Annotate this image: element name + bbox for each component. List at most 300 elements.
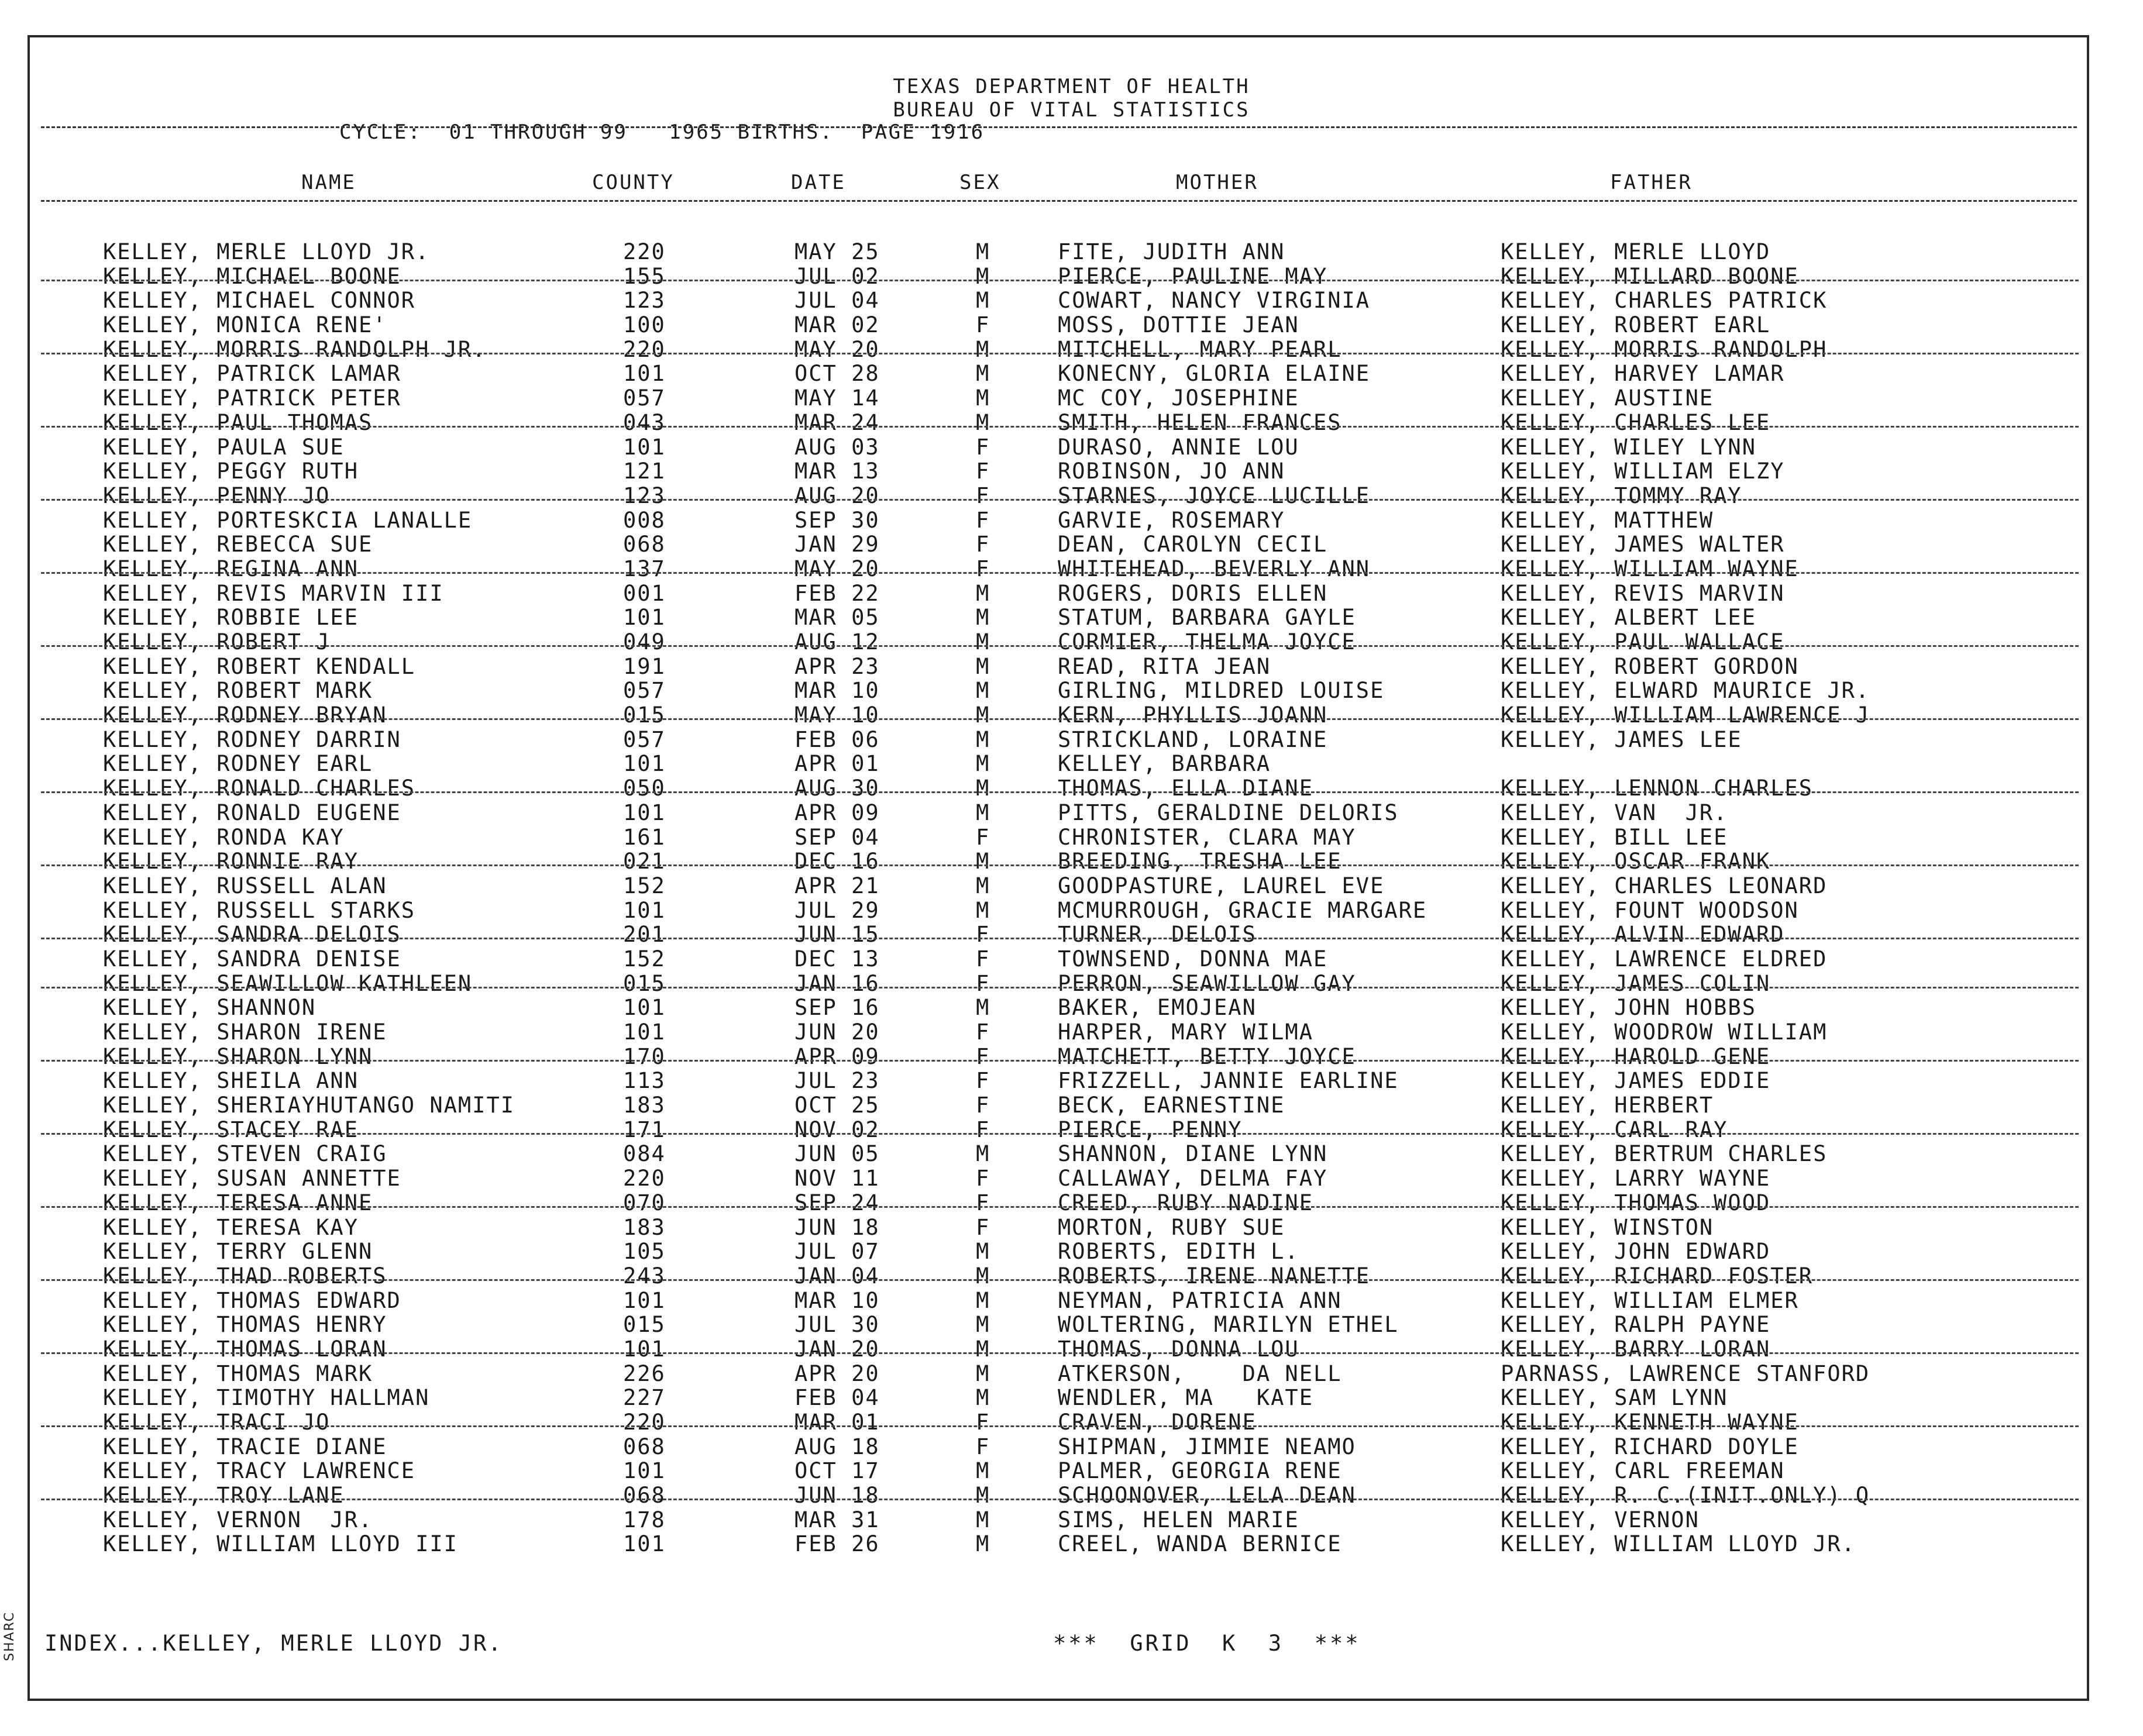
cell-name: KELLEY, SHARON IRENE [103, 1019, 387, 1045]
cell-name: KELLEY, TERESA KAY [103, 1214, 359, 1240]
table-row [0, 1069, 2143, 1093]
table-row [0, 728, 2143, 752]
cell-sex: F [976, 1117, 990, 1142]
cell-date: APR 21 [794, 873, 880, 898]
cell-name: KELLEY, RONALD EUGENE [103, 800, 401, 825]
cell-county: 170 [623, 1043, 666, 1069]
cell-date: APR 23 [794, 653, 880, 679]
cell-sex: F [976, 1093, 990, 1118]
cell-sex: M [976, 385, 990, 411]
cell-sex: M [976, 678, 990, 704]
column-header-date: DATE [791, 171, 846, 194]
table-row [0, 1239, 2143, 1264]
cell-county: 101 [623, 434, 666, 460]
cell-date: JUL 23 [794, 1068, 880, 1094]
cell-date: JUN 15 [794, 922, 880, 948]
table-row [0, 922, 2143, 947]
cell-mother: STATUM, BARBARA GAYLE [1058, 605, 1356, 631]
cell-father: KELLEY, CHARLES LEONARD [1501, 873, 1828, 898]
cell-name: KELLEY, RUSSELL STARKS [103, 897, 416, 923]
cell-sex: M [976, 629, 990, 655]
cell-date: MAY 10 [794, 702, 880, 728]
cell-date: JAN 29 [794, 532, 880, 557]
cell-mother: THOMAS, DONNA LOU [1058, 1336, 1299, 1362]
table-row [0, 459, 2143, 484]
cell-mother: SHANNON, DIANE LYNN [1058, 1141, 1328, 1167]
cell-father: KELLEY, CHARLES LEE [1501, 409, 1771, 435]
cell-mother: MITCHELL, MARY PEARL [1058, 336, 1342, 362]
cell-mother: SCHOONOVER, LELA DEAN [1058, 1483, 1356, 1508]
cell-mother: GARVIE, ROSEMARY [1058, 507, 1285, 533]
cell-mother: ROBERTS, IRENE NANETTE [1058, 1263, 1371, 1289]
cell-sex: M [976, 653, 990, 679]
cell-sex: F [976, 532, 990, 557]
cell-name: KELLEY, PATRICK PETER [103, 385, 401, 411]
cell-father: KELLEY, WILLIAM LLOYD JR. [1501, 1531, 1856, 1557]
cell-father: KELLEY, HAROLD GENE [1501, 1043, 1771, 1069]
cell-mother: KONECNY, GLORIA ELAINE [1058, 361, 1371, 387]
footer-index: INDEX...KELLEY, MERLE LLOYD JR. [44, 1631, 503, 1656]
cell-father: KELLEY, VERNON [1501, 1507, 1700, 1532]
table-row [0, 1459, 2143, 1483]
cell-sex: F [976, 970, 990, 996]
table-row [0, 532, 2143, 557]
cell-date: JUN 05 [794, 1141, 880, 1167]
cell-sex: F [976, 1410, 990, 1435]
cell-county: 191 [623, 653, 666, 679]
cell-mother: MORTON, RUBY SUE [1058, 1214, 1285, 1240]
cell-father: KELLEY, WILEY LYNN [1501, 434, 1756, 460]
cell-county: 084 [623, 1141, 666, 1167]
cell-date: AUG 03 [794, 434, 880, 460]
cell-father: KELLEY, CARL RAY [1501, 1117, 1728, 1142]
cell-date: JUN 18 [794, 1483, 880, 1508]
cell-date: AUG 20 [794, 483, 880, 508]
cell-date: OCT 17 [794, 1458, 880, 1484]
cell-date: NOV 02 [794, 1117, 880, 1142]
cell-mother: STARNES, JOYCE LUCILLE [1058, 483, 1371, 508]
cell-father: KELLEY, RALPH PAYNE [1501, 1312, 1771, 1338]
cell-mother: DEAN, CAROLYN CECIL [1058, 532, 1328, 557]
cell-county: 137 [623, 556, 666, 581]
cell-sex: M [976, 239, 990, 264]
cell-name: KELLEY, SUSAN ANNETTE [103, 1166, 401, 1191]
cell-mother: PIERCE, PENNY [1058, 1117, 1243, 1142]
cell-sex: F [976, 1434, 990, 1459]
cell-county: 068 [623, 1434, 666, 1459]
cell-name: KELLEY, RONALD CHARLES [103, 776, 416, 801]
table-row [0, 1118, 2143, 1142]
cell-sex: M [976, 1141, 990, 1167]
cell-name: KELLEY, THAD ROBERTS [103, 1263, 387, 1289]
cell-mother: GOODPASTURE, LAUREL EVE [1058, 873, 1385, 898]
cell-name: KELLEY, TERRY GLENN [103, 1239, 373, 1265]
cell-county: 220 [623, 336, 666, 362]
cell-name: KELLEY, THOMAS HENRY [103, 1312, 387, 1338]
cell-father: KELLEY, ELWARD MAURICE JR. [1501, 678, 1870, 704]
cell-date: SEP 16 [794, 995, 880, 1021]
cell-father: KELLEY, THOMAS WOOD [1501, 1190, 1771, 1215]
table-row [0, 825, 2143, 850]
cell-date: MAR 10 [794, 1287, 880, 1313]
cell-sex: M [976, 361, 990, 387]
cell-date: FEB 22 [794, 580, 880, 606]
cell-mother: COWART, NANCY VIRGINIA [1058, 288, 1371, 314]
cell-date: FEB 06 [794, 726, 880, 752]
table-row [0, 435, 2143, 460]
cell-father: KELLEY, WILLIAM LAWRENCE J [1501, 702, 1870, 728]
cell-county: 101 [623, 605, 666, 631]
cell-name: KELLEY, PATRICK LAMAR [103, 361, 401, 387]
cell-date: MAY 14 [794, 385, 880, 411]
cell-sex: M [976, 873, 990, 898]
cell-date: JAN 20 [794, 1336, 880, 1362]
cell-mother: BAKER, EMOJEAN [1058, 995, 1257, 1021]
cell-father: KELLEY, JAMES WALTER [1501, 532, 1785, 557]
cell-father: KELLEY, LAWRENCE ELDRED [1501, 946, 1828, 972]
cell-county: 113 [623, 1068, 666, 1094]
cell-name: KELLEY, STACEY RAE [103, 1117, 359, 1142]
birth-records-table [0, 240, 2143, 1556]
table-row [0, 313, 2143, 337]
cell-father: KELLEY, MERLE LLOYD [1501, 239, 1771, 264]
table-row [0, 801, 2143, 825]
cell-father: KELLEY, AUSTINE [1501, 385, 1714, 411]
cycle-line: CYCLE: 01 THROUGH 99 1965 BIRTHS. PAGE 1916 [339, 120, 985, 144]
table-row [0, 508, 2143, 533]
cell-father: KELLEY, WILLIAM ELZY [1501, 459, 1785, 484]
cell-county: 123 [623, 483, 666, 508]
cell-county: 243 [623, 1263, 666, 1289]
cell-name: KELLEY, PEGGY RUTH [103, 459, 359, 484]
table-row [0, 1289, 2143, 1313]
cell-father: KELLEY, SAM LYNN [1501, 1385, 1728, 1411]
cell-name: KELLEY, ROBERT KENDALL [103, 653, 416, 679]
table-row [0, 337, 2143, 362]
cell-county: 101 [623, 1336, 666, 1362]
cell-name: KELLEY, MERLE LLOYD JR. [103, 239, 430, 264]
table-row [0, 288, 2143, 313]
cell-date: MAR 01 [794, 1410, 880, 1435]
cell-name: KELLEY, THOMAS EDWARD [103, 1287, 401, 1313]
cell-date: JUL 02 [794, 263, 880, 289]
cell-father: KELLEY, JOHN EDWARD [1501, 1239, 1771, 1265]
cell-mother: PITTS, GERALDINE DELORIS [1058, 800, 1399, 825]
cell-name: KELLEY, TIMOTHY HALLMAN [103, 1385, 430, 1411]
cell-date: MAR 02 [794, 312, 880, 338]
cell-date: OCT 28 [794, 361, 880, 387]
cell-mother: BECK, EARNESTINE [1058, 1093, 1285, 1118]
cell-father: KELLEY, ALBERT LEE [1501, 605, 1756, 631]
cell-sex: M [976, 897, 990, 923]
cell-father: KELLEY, PAUL WALLACE [1501, 629, 1785, 655]
cell-name: KELLEY, THOMAS LORAN [103, 1336, 387, 1362]
column-header-father: FATHER [1610, 171, 1693, 194]
cell-county: 121 [623, 459, 666, 484]
cell-county: 123 [623, 288, 666, 314]
cell-sex: M [976, 263, 990, 289]
cell-mother: FRIZZELL, JANNIE EARLINE [1058, 1068, 1399, 1094]
cell-sex: F [976, 1190, 990, 1215]
cell-father: KELLEY, WINSTON [1501, 1214, 1714, 1240]
table-row [0, 1020, 2143, 1045]
cell-name: KELLEY, MORRIS RANDOLPH JR. [103, 336, 487, 362]
cell-mother: WOLTERING, MARILYN ETHEL [1058, 1312, 1399, 1338]
cell-date: NOV 11 [794, 1166, 880, 1191]
cell-mother: ROBINSON, JO ANN [1058, 459, 1285, 484]
cell-sex: M [976, 1507, 990, 1532]
cell-mother: SHIPMAN, JIMMIE NEAMO [1058, 1434, 1356, 1459]
table-row [0, 1045, 2143, 1069]
cell-mother: TOWNSEND, DONNA MAE [1058, 946, 1328, 972]
cell-father: KELLEY, TOMMY RAY [1501, 483, 1742, 508]
cell-county: 152 [623, 873, 666, 898]
cell-sex: F [976, 946, 990, 972]
cell-mother: PERRON, SEAWILLOW GAY [1058, 970, 1356, 996]
cell-county: 220 [623, 239, 666, 264]
cell-name: KELLEY, PAUL THOMAS [103, 409, 373, 435]
cell-name: KELLEY, TRACY LAWRENCE [103, 1458, 416, 1484]
cell-sex: M [976, 800, 990, 825]
cell-date: MAY 20 [794, 556, 880, 581]
cell-sex: F [976, 556, 990, 581]
cell-county: 057 [623, 385, 666, 411]
cell-mother: SIMS, HELEN MARIE [1058, 1507, 1299, 1532]
cell-sex: M [976, 1312, 990, 1338]
cell-county: 183 [623, 1214, 666, 1240]
table-row [0, 1410, 2143, 1435]
cell-father: KELLEY, JAMES LEE [1501, 726, 1742, 752]
cell-father: KELLEY, ROBERT EARL [1501, 312, 1771, 338]
department-title: TEXAS DEPARTMENT OF HEALTH [893, 75, 1250, 98]
cell-sex: F [976, 459, 990, 484]
cell-name: KELLEY, MONICA RENE' [103, 312, 387, 338]
cell-sex: M [976, 776, 990, 801]
cell-father: KELLEY, REVIS MARVIN [1501, 580, 1785, 606]
cell-father: KELLEY, BILL LEE [1501, 824, 1728, 850]
cell-mother: PIERCE, PAULINE MAY [1058, 263, 1328, 289]
table-row [0, 752, 2143, 776]
cell-mother: DURASO, ANNIE LOU [1058, 434, 1299, 460]
cell-name: KELLEY, RODNEY BRYAN [103, 702, 387, 728]
cell-mother: THOMAS, ELLA DIANE [1058, 776, 1313, 801]
cell-county: 068 [623, 532, 666, 557]
cell-name: KELLEY, PAULA SUE [103, 434, 345, 460]
cell-county: 101 [623, 751, 666, 777]
cell-county: 015 [623, 970, 666, 996]
cell-name: KELLEY, SEAWILLOW KATHLEEN [103, 970, 473, 996]
cell-date: JUL 04 [794, 288, 880, 314]
cell-father: KELLEY, ALVIN EDWARD [1501, 922, 1785, 948]
cell-sex: F [976, 922, 990, 948]
cell-sex: M [976, 702, 990, 728]
cell-county: 101 [623, 1458, 666, 1484]
cell-mother: MATCHETT, BETTY JOYCE [1058, 1043, 1356, 1069]
cell-name: KELLEY, ROBERT MARK [103, 678, 373, 704]
cell-mother: KERN, PHYLLIS JOANN [1058, 702, 1328, 728]
cell-county: 183 [623, 1093, 666, 1118]
footer-grid: *** GRID K 3 *** [1053, 1631, 1361, 1656]
cell-sex: M [976, 1287, 990, 1313]
cell-mother: CORMIER, THELMA JOYCE [1058, 629, 1356, 655]
cell-date: JUN 20 [794, 1019, 880, 1045]
cell-date: JUL 07 [794, 1239, 880, 1265]
cell-date: APR 20 [794, 1360, 880, 1386]
table-row [0, 264, 2143, 289]
table-row [0, 1142, 2143, 1166]
cell-date: MAR 10 [794, 678, 880, 704]
cell-county: 068 [623, 1483, 666, 1508]
cell-date: FEB 04 [794, 1385, 880, 1411]
table-row [0, 1313, 2143, 1337]
cell-father: KELLEY, JAMES EDDIE [1501, 1068, 1771, 1094]
table-row [0, 776, 2143, 801]
table-row [0, 630, 2143, 655]
table-row [0, 240, 2143, 264]
cell-mother: MOSS, DOTTIE JEAN [1058, 312, 1299, 338]
cell-county: 015 [623, 1312, 666, 1338]
cell-father: KELLEY, R. C.(INIT.ONLY) Q [1501, 1483, 1870, 1508]
table-row [0, 1166, 2143, 1191]
cell-county: 152 [623, 946, 666, 972]
cell-sex: M [976, 995, 990, 1021]
cell-mother: STRICKLAND, LORAINE [1058, 726, 1328, 752]
cell-name: KELLEY, PENNY JO [103, 483, 331, 508]
cell-name: KELLEY, TRACIE DIANE [103, 1434, 387, 1459]
cell-sex: M [976, 336, 990, 362]
cell-date: JAN 04 [794, 1263, 880, 1289]
cell-mother: SMITH, HELEN FRANCES [1058, 409, 1342, 435]
cell-date: SEP 24 [794, 1190, 880, 1215]
side-mark: SHARC [2, 1611, 17, 1661]
cell-name: KELLEY, ROBERT J [103, 629, 331, 655]
column-header-mother: MOTHER [1176, 171, 1258, 194]
cell-father: KELLEY, BARRY LORAN [1501, 1336, 1771, 1362]
cell-father: KELLEY, CARL FREEMAN [1501, 1458, 1785, 1484]
cell-name: KELLEY, REGINA ANN [103, 556, 359, 581]
table-row [0, 1337, 2143, 1362]
cell-name: KELLEY, SHEILA ANN [103, 1068, 359, 1094]
cell-county: 101 [623, 995, 666, 1021]
cell-sex: F [976, 824, 990, 850]
cell-county: 015 [623, 702, 666, 728]
cell-date: APR 01 [794, 751, 880, 777]
cell-date: JUN 18 [794, 1214, 880, 1240]
cell-name: KELLEY, SHARON LYNN [103, 1043, 373, 1069]
cell-county: 101 [623, 1019, 666, 1045]
cell-father: KELLEY, JAMES COLIN [1501, 970, 1771, 996]
cell-sex: F [976, 1166, 990, 1191]
cell-sex: M [976, 605, 990, 631]
cell-county: 101 [623, 1287, 666, 1313]
cell-name: KELLEY, MICHAEL BOONE [103, 263, 401, 289]
cell-sex: M [976, 1385, 990, 1411]
cell-sex: M [976, 1483, 990, 1508]
table-row [0, 1191, 2143, 1215]
cell-sex: M [976, 1239, 990, 1265]
table-row [0, 605, 2143, 630]
cell-sex: F [976, 434, 990, 460]
cell-date: APR 09 [794, 800, 880, 825]
cell-father: KELLEY, CHARLES PATRICK [1501, 288, 1828, 314]
cell-date: DEC 13 [794, 946, 880, 972]
cell-father: KELLEY, HARVEY LAMAR [1501, 361, 1785, 387]
cell-sex: F [976, 1214, 990, 1240]
cell-county: 171 [623, 1117, 666, 1142]
cell-county: 057 [623, 678, 666, 704]
cell-county: 161 [623, 824, 666, 850]
cell-date: MAR 24 [794, 409, 880, 435]
cell-mother: READ, RITA JEAN [1058, 653, 1271, 679]
cell-father: KELLEY, WILLIAM WAYNE [1501, 556, 1799, 581]
table-row [0, 1093, 2143, 1118]
cell-name: KELLEY, STEVEN CRAIG [103, 1141, 387, 1167]
cell-sex: F [976, 507, 990, 533]
cell-date: APR 09 [794, 1043, 880, 1069]
table-row [0, 972, 2143, 996]
cell-date: SEP 04 [794, 824, 880, 850]
table-row [0, 386, 2143, 411]
table-row [0, 703, 2143, 728]
table-row [0, 1362, 2143, 1386]
cell-name: KELLEY, RONDA KAY [103, 824, 345, 850]
table-row [0, 947, 2143, 972]
cell-name: KELLEY, MICHAEL CONNOR [103, 288, 416, 314]
table-row [0, 898, 2143, 923]
cell-sex: F [976, 312, 990, 338]
table-row [0, 849, 2143, 874]
table-row [0, 411, 2143, 435]
cell-name: KELLEY, TRACI JO [103, 1410, 331, 1435]
cell-county: 178 [623, 1507, 666, 1532]
cell-county: 049 [623, 629, 666, 655]
cell-sex: F [976, 1043, 990, 1069]
table-row [0, 1215, 2143, 1240]
table-row [0, 1532, 2143, 1556]
cell-father: KELLEY, BERTRUM CHARLES [1501, 1141, 1828, 1167]
cell-sex: M [976, 751, 990, 777]
cell-father: KELLEY, MORRIS RANDOLPH [1501, 336, 1828, 362]
cell-date: AUG 12 [794, 629, 880, 655]
cell-name: KELLEY, SANDRA DENISE [103, 946, 401, 972]
cell-sex: F [976, 1068, 990, 1094]
cell-father: KELLEY, OSCAR FRANK [1501, 849, 1771, 874]
cell-county: 201 [623, 922, 666, 948]
cell-name: KELLEY, SHERIAYHUTANGO NAMITI [103, 1093, 515, 1118]
cell-father: KELLEY, RICHARD FOSTER [1501, 1263, 1814, 1289]
cell-county: 101 [623, 1531, 666, 1557]
table-row [0, 1386, 2143, 1410]
column-header-name: NAME [301, 171, 356, 194]
cell-county: 001 [623, 580, 666, 606]
cell-mother: CHRONISTER, CLARA MAY [1058, 824, 1356, 850]
cell-date: SEP 30 [794, 507, 880, 533]
cell-sex: M [976, 288, 990, 314]
cell-county: 101 [623, 800, 666, 825]
cell-county: 050 [623, 776, 666, 801]
cell-mother: MC COY, JOSEPHINE [1058, 385, 1299, 411]
cell-father: KELLEY, LARRY WAYNE [1501, 1166, 1771, 1191]
cell-father: KELLEY, ROBERT GORDON [1501, 653, 1799, 679]
cell-mother: PALMER, GEORGIA RENE [1058, 1458, 1342, 1484]
cell-date: MAR 31 [794, 1507, 880, 1532]
cell-father: KELLEY, MILLARD BOONE [1501, 263, 1799, 289]
cell-sex: M [976, 1360, 990, 1386]
cell-name: KELLEY, RODNEY EARL [103, 751, 373, 777]
cell-date: JUL 29 [794, 897, 880, 923]
cell-father: KELLEY, JOHN HOBBS [1501, 995, 1756, 1021]
cell-name: KELLEY, SANDRA DELOIS [103, 922, 401, 948]
